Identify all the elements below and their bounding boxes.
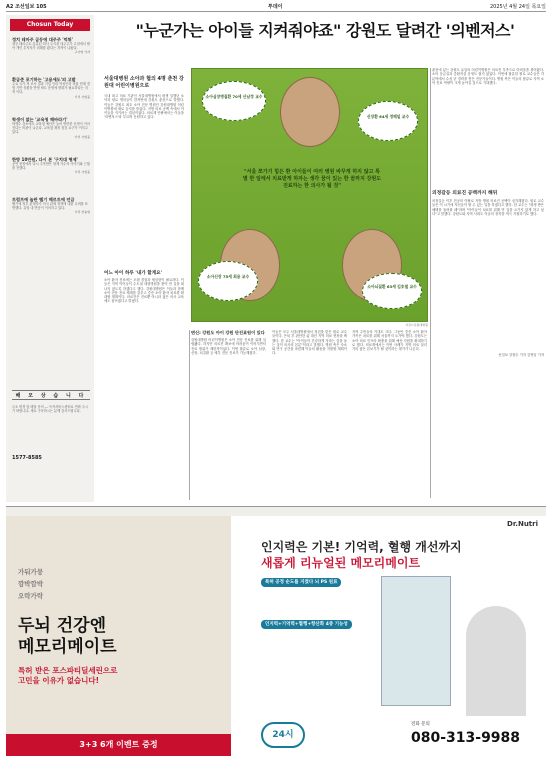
spokesperson-image (466, 606, 526, 716)
column-divider (189, 330, 190, 500)
sidebar-item-title: 한방 10만원, 다시 본 '구치대 형제' (12, 157, 78, 162)
article-column-1: 국내 최고 의료 기관인 서울대병원에서 평생 일했던 소아과 원로 명의들이 한꺼번에 강원도 춘천으로 향했다. 이들은 강원도 최초 소아 전문 병원인 강원대병원 어린이병원에 새로 둥지를 틀었다. 지방 의료 공백 속에서 아이들을 지키려는 결심이었다. 의료계 안팎에서는 이들을 '의벤저스'라 부르며 응원하고 있다. (104, 94, 184, 120)
sidebar-item-body: 학생수 감소에도 교육청 예산은 늘어 방만한 운영이 이어진다는 비판이 나온다. 교육청 재정 점검 요구가 커지고 있다. (12, 122, 90, 135)
ad-headline (18, 616, 117, 658)
article-column-right (432, 68, 544, 383)
ad-left-panel[interactable] (6, 516, 231, 756)
ad-headline-2: 새롭게 리뉴얼된 메모리메이트 (261, 556, 421, 570)
ad-phone-label: 전화 문의 (411, 722, 430, 727)
ad-subheadline-line: 특허 받은 포스파티딜세린으로 (18, 666, 118, 675)
ad-headline-1: 인지력은 기본! 기억력, 혈행 개선까지 (261, 540, 462, 554)
page-header-bar (6, 3, 546, 12)
ad-24h-badge: 24시 (261, 722, 305, 748)
ad-phone-number[interactable]: 080-313-9988 (411, 730, 521, 746)
sidebar-item-title: 정치 테마주 급등에 대주주 '먹튀' (12, 37, 73, 42)
ad-headline-line: 두뇌 건강엔 (18, 616, 107, 636)
doctor-label: 소아신장 75세 최용 교수 (198, 261, 258, 301)
section-title: 투데이 (268, 4, 283, 10)
doctor-label: 소아심장병질환 70세 산남정 교수 (202, 81, 266, 121)
sidebar (6, 15, 94, 502)
subheadline: 서울대병원 소아과 협의 4명 춘천 강원대 어린이병원으로 (104, 76, 184, 89)
sidebar-item-byline: 기서 사업중 (74, 94, 90, 99)
ad-subheadline (18, 666, 117, 686)
photo-caption: 사진=강원대병원 (405, 323, 428, 327)
ad-right-panel[interactable] (231, 516, 546, 756)
sidebar-item-title: 트럼프에 놀란 벨기 헤르트에 언급 (12, 197, 75, 202)
sidebar-item-body: 정부 테마주로 분류된 회사 주식을 대주주가 고점에서 팔아 개인 투자자가 피해를 봤다는 지적이 나왔다. (12, 42, 90, 51)
article-photo (191, 68, 428, 322)
sidebar-header: Chosun Today (10, 19, 90, 31)
sidebar-item[interactable] (12, 197, 90, 214)
ad-feature-pill: 인지력+기억력+혈행+항산화 4중 기능성 (261, 620, 352, 629)
doctor-portrait (280, 77, 340, 147)
ad-feature-pill: 특허 공정 순도를 지켰다 뇌 PS 원료 (261, 578, 341, 587)
ad-promo-bar[interactable]: 3+3 6개 이벤트 증정 (6, 734, 231, 756)
issue-date: 2025년 4월 24일 목요일 (489, 4, 546, 10)
article-column-right-text: 춘천에 있는 강원도 유일의 어린이병원은 의료진 부족으로 어려움을 겪어왔다. 소아 응급실과 중환자실 운영도 쉽지 않았다. 이번에 합류한 원로 교수들은 각 분야에서 수십 년 경력을 쌓은 전문가들이다. 병원 측은 이들의 합류로 지역 소아 진료 역량이 크게 높아질 것으로 기대했다. (432, 68, 544, 85)
sidebar-item-body: 벨기에 정부 관계자가 미국 관세 정책에 대한 우려를 표명했다. 유럽 내 반응이 이어지고 있다. (12, 202, 88, 211)
article-column-4: 지역 주민들의 기대도 크다. 그동안 중증 소아 환자 가족은 치료를 위해 서울까지 오가야 했다. 강원도는 소아 의료 인프라 확충을 위해 예산 지원을 확대하기로 했다. 의료계에서는 이번 사례가 지방 의료 살리기의 좋은 본보기가 될 것이라는 평가가 나온다. (352, 330, 427, 352)
notice-phone[interactable]: 1577-8585 (12, 455, 42, 461)
sidebar-item-byline: 가서 한솔영 (74, 210, 90, 215)
article-column-2: 강원대병원 어린이병원은 소아 전문 진료를 위해 설립됐다. 하지만 의료진 확보에 어려움이 이어지면서 진료 범위가 제한적이었다. 이번 합류로 소아 심장, 신장, 뇌질환 등 세부 전문 진료가 가능해졌다. (191, 338, 266, 355)
article-column-1b: 소아 환자 진료에는 오랜 경험과 세심함이 필요하다. 이들은 지역 아이들이 수도권 대형병원을 찾아 먼 길을 떠나지 않도록 하겠다고 했다. 강원대병원은 이들과 함께 소아 전문 진료 체계를 갖추고 중증 소아 환자 치료를 확대할 계획이다. 의료진은 진료뿐 아니라 젊은 의사 교육에도 힘쓰겠다고 밝혔다. (104, 278, 184, 304)
product-box-image (381, 576, 451, 706)
notice-header: 배 모 상 습 니 다 (12, 390, 90, 400)
sidebar-item[interactable] (12, 117, 90, 139)
sidebar-item-title: 학생이 없는 '교육청 해바라기' (12, 117, 68, 122)
notice-body: 주소 변경 및 배달 문의 — 독자서비스센터로 연락 주시기 바랍니다. 새로 구독하시는 분께 감사드립니다. (12, 405, 88, 414)
subheadline-2: 어느 아이 하루 '내가 할게요' (104, 271, 163, 276)
sidebar-item-byline: 가서 사업중 (74, 134, 90, 139)
doctor-label: 소아뇌질환 63세 김호철 교수 (362, 273, 422, 309)
ad-tagline-list (18, 566, 43, 602)
ad-tagline: 오락가락 (18, 592, 44, 600)
page-number: A2 조선일보 105 (6, 4, 47, 10)
ad-subheadline-line: 고민을 이유가 없습니다! (18, 676, 100, 685)
reporter-byline: 선일보 강장수 기자 김영임 기자 (498, 353, 544, 357)
sidebar-item-body: 주요 국가 적 조사 결과 기업 인력 여성인력 비율 현재 경영 기반 상황을 반영 세도 운영에 변화가 필요하다는 지적 이다. (12, 82, 90, 95)
sidebar-item-title: 환급준 포기하는 '고용세도'의 고발 (12, 77, 76, 82)
ad-headline-line: 메모리메이트 (18, 637, 117, 657)
ad-tagline: 깜박깜박 (18, 580, 44, 588)
ad-tagline: 가둬가뭉 (18, 568, 44, 576)
ad-brand: Dr.Nutri (507, 520, 538, 528)
column-divider (430, 68, 431, 498)
related-headline: 변신: 강원도 아이 강원 단진료원이 있다 (191, 330, 265, 335)
doctor-label: 신장환 64세 정해일 교수 (358, 101, 418, 141)
sidebar-item-byline: 가서 사업중 (74, 170, 90, 175)
sidebar-item[interactable] (12, 37, 90, 54)
sidebar-item-byline: 구아영 기자 (74, 50, 90, 55)
sidebar-item[interactable] (12, 77, 90, 99)
main-headline: "누군가는 아이들 지켜줘야죠" 강원도 달려간 '의벤저스' (135, 21, 515, 40)
article-column-3: 이들은 모두 서울대병원에서 정년을 맞은 원로 교수들이다. 은퇴 후 편안한 삶 대신 지역 의료 현장을 택했다. 한 교수는 "아이들이 건강하게 자라는 것을 돕는 것이 의사의 본분"이라고 말했다. 병원 측은 숙소와 연구 공간을 마련해 이들의 활동을 지원할 계획이다. (272, 330, 347, 356)
subheadline-3: 의정갈등 의료진 공백까지 해뒤 (432, 191, 498, 196)
article-column-right-text-2: 의정갈등 이후 전공의 이탈로 지방 병원 의료진 공백이 심각해졌다. 원로 교수들은 이 시기에 자신들이 할 수 있는 일을 하겠다고 했다. 한 교수는 "평생 받은 혜택을 돌려줄 때"라며 "아이들이 치료를 위해 먼 길을 오가지 않게 하고 싶다"고 말했다. 강원도와 지역 사회도 이들의 정착을 적극 지원하기로 했다. (432, 199, 544, 216)
sidebar-item-body: 공연 현장에서 다시 주목받은 형제 가수의 이야기와 근황을 전했다. (12, 162, 90, 171)
sidebar-item[interactable] (12, 157, 90, 174)
photo-quote: "서울 쪼가기 힘든 환 아이들이 여러 병원 바꾸게 하지 않고 특별 한 일에서 치료받게 하자는 생각 꿈이 있는 한 끝까지 강원도 진료하는 한 의사가 될 것" (242, 169, 382, 189)
